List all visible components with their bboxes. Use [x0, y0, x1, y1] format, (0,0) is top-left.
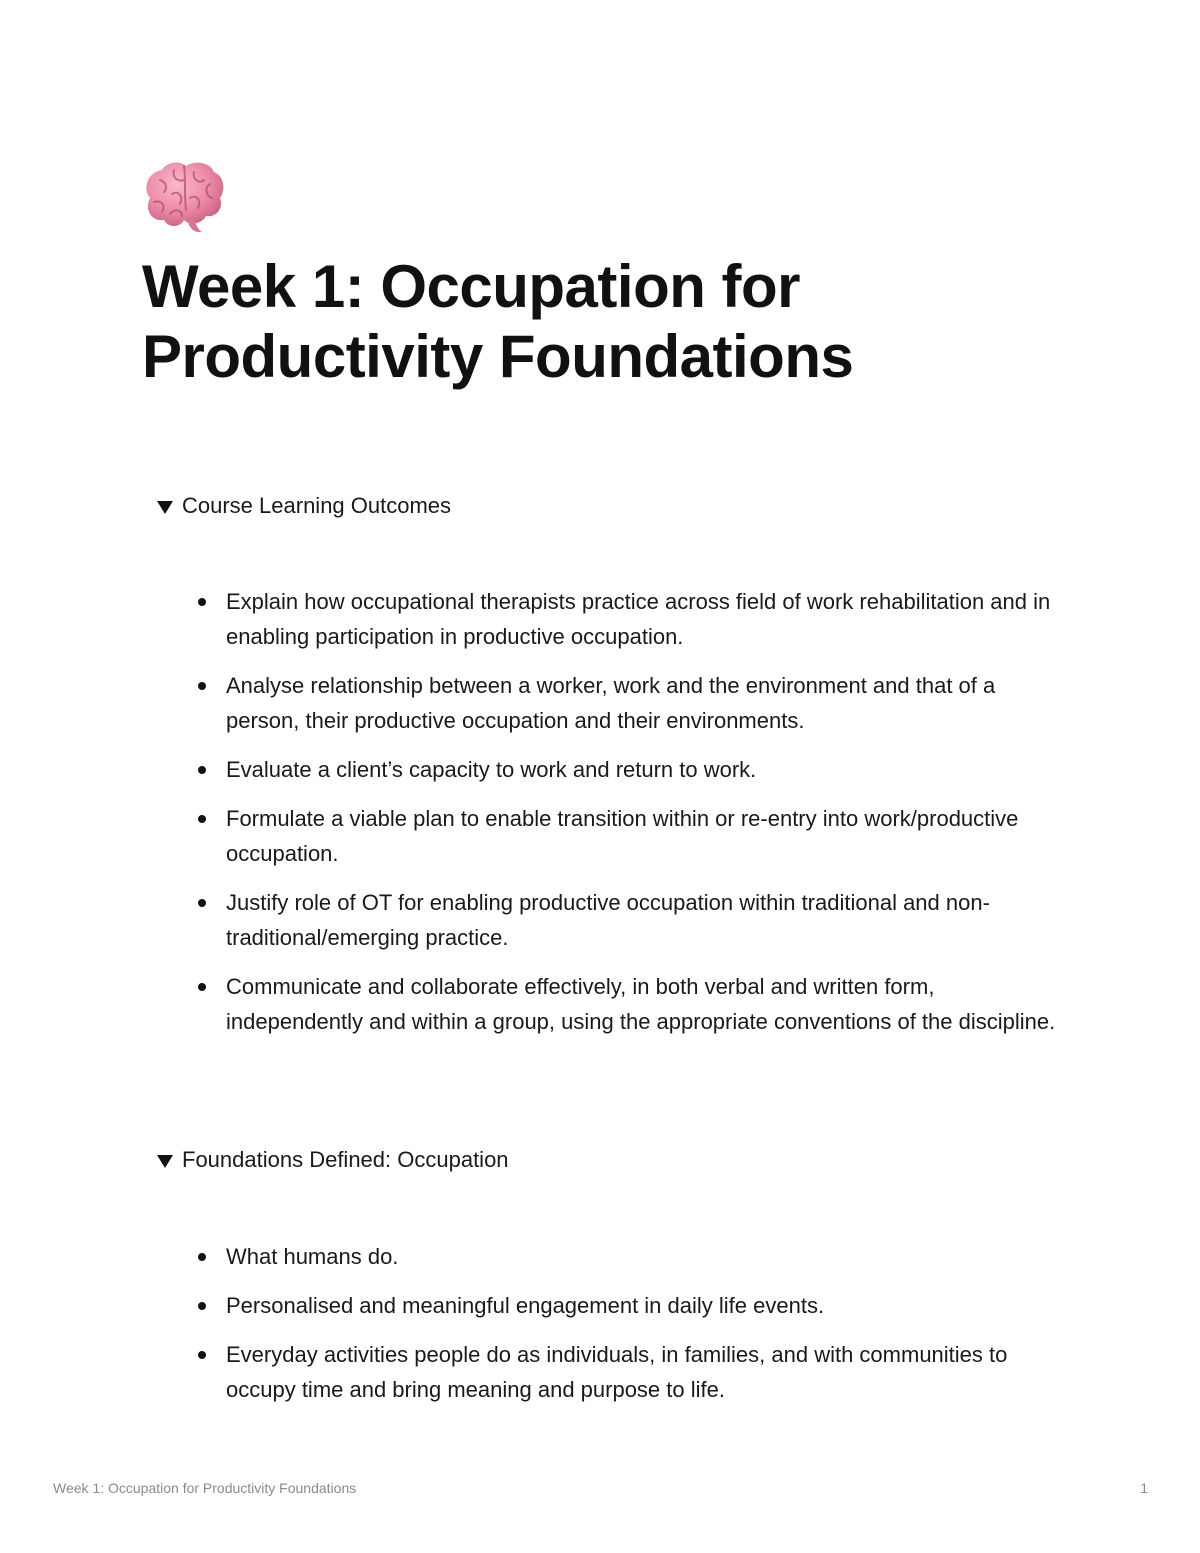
list-item-text: Communicate and collaborate effectively, in both verbal and written form, independently and within a group, using the appropriate conventions of the discipline. [226, 974, 1056, 1034]
list-item-text: Analyse relationship between a worker, work and the environment and that of a person, their productive occupation and their environments. [226, 673, 996, 733]
toggle-heading: Course Learning Outcomes [182, 493, 452, 518]
list-item-text: What humans do. [226, 1244, 399, 1269]
list-item [196, 752, 1066, 787]
title-line-2: Productivity Foundations [142, 323, 854, 390]
toggle-foundations-defined-occupation[interactable] [157, 1145, 509, 1175]
toggle-course-learning-outcomes[interactable] [157, 491, 451, 521]
list-item-text: Formulate a viable plan to enable transition within or re-entry into work/productive occupation. [226, 806, 1019, 866]
list-item [196, 969, 1066, 1039]
bullet-icon [198, 1253, 206, 1261]
bullet-icon [198, 598, 206, 606]
toggle-triangle-icon[interactable] [157, 1155, 173, 1168]
bullet-icon [198, 766, 206, 774]
list-item-text: Everyday activities people do as individuals, in families, and with communities to occupy time and bring meaning and purpose to life. [226, 1342, 1008, 1402]
list-item [196, 1239, 1066, 1274]
list-item-text: Explain how occupational therapists practice across field of work rehabilitation and in enabling participation in productive occupation. [226, 589, 1051, 649]
list-item [196, 584, 1066, 654]
bullet-icon [198, 899, 206, 907]
bullet-list [196, 584, 1066, 1053]
toggle-triangle-icon[interactable] [157, 501, 173, 514]
footer-page-number: 1 [1140, 1480, 1148, 1496]
brain-icon [140, 158, 226, 234]
bullet-icon [198, 815, 206, 823]
bullet-icon [198, 1351, 206, 1359]
list-item-text: Personalised and meaningful engagement in daily life events. [226, 1293, 825, 1318]
bullet-icon [198, 682, 206, 690]
list-item [196, 668, 1066, 738]
bullet-icon [198, 1302, 206, 1310]
list-item [196, 1337, 1066, 1407]
title-line-1: Week 1: Occupation for [142, 253, 801, 320]
list-item-text: Justify role of OT for enabling productive occupation within traditional and non-traditional/emerging practice. [226, 890, 990, 950]
list-item [196, 1288, 1066, 1323]
bullet-list [196, 1239, 1066, 1421]
bullet-icon [198, 983, 206, 991]
list-item [196, 885, 1066, 955]
list-item [196, 801, 1066, 871]
footer-title: Week 1: Occupation for Productivity Foundations [53, 1480, 357, 1496]
page-title [142, 252, 1042, 392]
toggle-heading: Foundations Defined: Occupation [182, 1147, 509, 1172]
list-item-text: Evaluate a client’s capacity to work and return to work. [226, 757, 757, 782]
